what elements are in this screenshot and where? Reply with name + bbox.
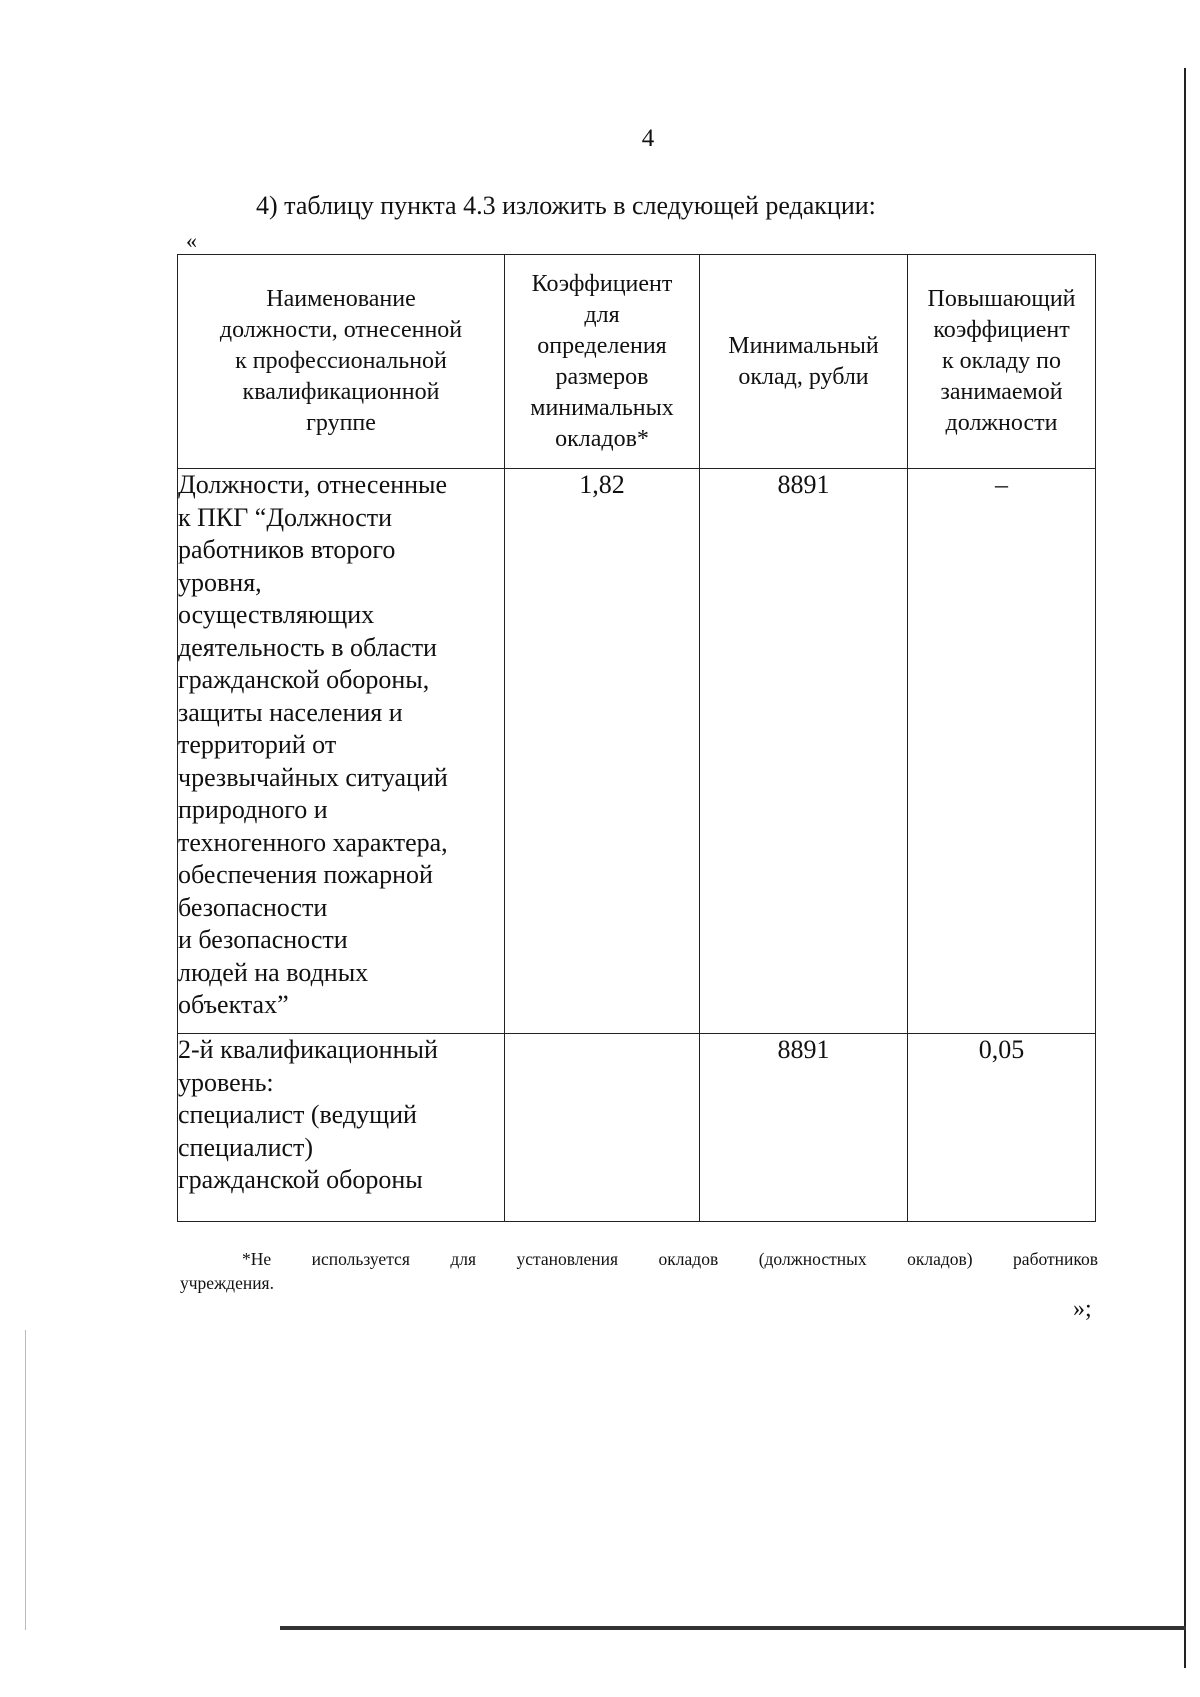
- footnote-word: для: [450, 1249, 477, 1269]
- header-line: коэффициент: [933, 317, 1070, 343]
- cell-line: и безопасности: [178, 925, 348, 954]
- header-min-salary: [700, 255, 908, 469]
- cell-line: осуществляющих: [178, 600, 375, 629]
- cell-coefficient: [505, 1034, 700, 1222]
- header-line: Наименование: [266, 286, 416, 312]
- cell-line: уровня,: [178, 567, 262, 597]
- footnote-word: окладов): [907, 1249, 973, 1269]
- header-line: занимаемой: [940, 379, 1063, 405]
- cell-line: к ПКГ “Должности: [178, 502, 393, 532]
- footnote-word: используется: [311, 1249, 410, 1269]
- cell-position-name: [178, 1034, 505, 1222]
- intro-text: 4) таблицу пункта 4.3 изложить в следующей редакции:: [256, 191, 876, 220]
- cell-line: специалист): [178, 1132, 314, 1162]
- header-line: квалификационной: [242, 379, 440, 405]
- footnote-word: *Не: [242, 1249, 272, 1269]
- cell-line: деятельность в области: [178, 632, 437, 662]
- header-position-name: [178, 255, 505, 469]
- header-line: оклад, рубли: [738, 363, 869, 390]
- footnote: [180, 1247, 1098, 1295]
- page-number: 4: [641, 125, 655, 152]
- cell-line: Должности, отнесенные: [178, 470, 448, 499]
- footnote-line-2: учреждения.: [180, 1273, 274, 1293]
- cell-line: специалист (ведущий: [178, 1100, 417, 1129]
- header-line: минимальных: [530, 394, 674, 421]
- cell-min-salary: 8891: [700, 1034, 908, 1222]
- header-raise-coefficient: [908, 255, 1096, 469]
- footnote-word: установления: [516, 1249, 619, 1269]
- table-row: [178, 469, 1096, 1034]
- scan-bottom-bar: [280, 1626, 1186, 1630]
- close-quote: »;: [1073, 1296, 1092, 1322]
- header-line: Минимальный: [728, 332, 879, 359]
- header-line: Повышающий: [927, 286, 1076, 312]
- cell-line: природного и: [178, 795, 328, 824]
- header-line: к профессиональной: [235, 348, 447, 374]
- open-quote: «: [186, 228, 197, 253]
- cell-raise-coefficient: 0,05: [908, 1034, 1096, 1222]
- cell-raise-coefficient: –: [908, 469, 1096, 1034]
- footnote-line-1: [180, 1247, 1098, 1271]
- cell-line: объектах”: [178, 990, 289, 1019]
- cell-line: работников второго: [178, 535, 396, 564]
- cell-line: уровень:: [178, 1067, 274, 1097]
- header-line: к окладу по: [941, 348, 1061, 374]
- header-line: для: [584, 301, 620, 328]
- scan-edge-right: [1184, 68, 1186, 1668]
- cell-line: людей на водных: [178, 957, 369, 987]
- cell-line: обеспечения пожарной: [178, 860, 433, 889]
- cell-line: гражданской обороны: [178, 1165, 423, 1194]
- cell-line: гражданской обороны,: [178, 665, 430, 694]
- salary-table: [177, 254, 1096, 1222]
- header-line: размеров: [555, 363, 649, 390]
- table-row: [178, 1034, 1096, 1222]
- cell-position-name: [178, 469, 505, 1034]
- cell-min-salary: 8891: [700, 469, 908, 1034]
- header-line: определения: [537, 332, 667, 359]
- header-line: должности: [945, 410, 1058, 436]
- cell-line: территорий от: [178, 730, 337, 759]
- header-line: должности, отнесенной: [219, 317, 463, 343]
- table-header-row: [178, 255, 1096, 469]
- header-coefficient: [505, 255, 700, 469]
- header-line: Коэффициент: [531, 270, 673, 297]
- cell-line: техногенного характера,: [178, 827, 448, 857]
- footnote-word: работников: [1013, 1249, 1098, 1269]
- header-line: окладов*: [555, 425, 649, 452]
- cell-coefficient: 1,82: [505, 469, 700, 1034]
- cell-line: защиты населения и: [178, 697, 403, 727]
- header-line: группе: [306, 410, 376, 436]
- cell-line: безопасности: [178, 892, 328, 922]
- cell-line: 2-й квалификационный: [178, 1035, 438, 1064]
- footnote-word: окладов: [658, 1249, 719, 1269]
- scan-edge-left: [25, 1330, 26, 1630]
- footnote-word: (должностных: [758, 1249, 867, 1269]
- cell-line: чрезвычайных ситуаций: [178, 762, 448, 792]
